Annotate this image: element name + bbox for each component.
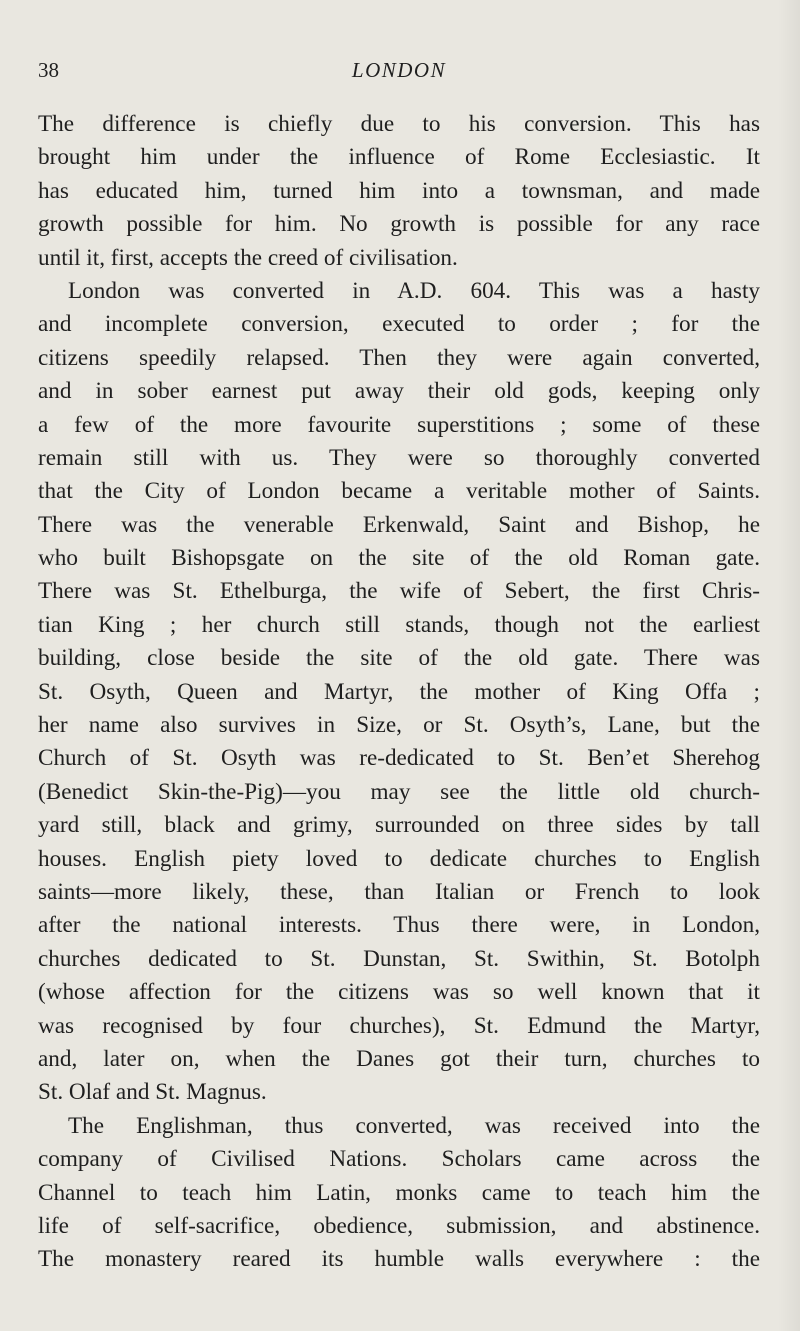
text-line: The monastery reared its humble walls everywhere : the: [38, 1246, 760, 1273]
text-line: her name also survives in Size, or St. Osyth’s, Lane, but the: [38, 712, 760, 739]
body-text: [38, 108, 760, 1277]
text-line: Channel to teach him Latin, monks came to teach him the: [38, 1179, 760, 1206]
text-line: growth possible for him. No growth is possible for any race: [38, 211, 760, 238]
text-line: and incomplete conversion, executed to order ; for the: [38, 311, 760, 338]
text-line: There was St. Ethelburga, the wife of Sebert, the first Chris-: [38, 578, 760, 605]
text-line: company of Civilised Nations. Scholars came across the: [38, 1146, 760, 1173]
text-line: yard still, black and grimy, surrounded on three sides by tall: [38, 812, 760, 839]
text-line: after the national interests. Thus there were, in London,: [38, 912, 760, 939]
text-line: houses. English piety loved to dedicate churches to English: [38, 845, 760, 872]
text-line: building, close beside the site of the old gate. There was: [38, 645, 760, 672]
text-line: was recognised by four churches), St. Edmund the Martyr,: [38, 1012, 760, 1039]
text-line: remain still with us. They were so thoroughly converted: [38, 444, 760, 471]
text-line: and, later on, when the Danes got their turn, churches to: [38, 1045, 760, 1072]
text-line: tian King ; her church still stands, though not the earliest: [38, 611, 760, 638]
page-edge-shadow: [778, 0, 800, 1331]
text-line: churches dedicated to St. Dunstan, St. Swithin, St. Botolph: [38, 945, 760, 972]
text-line: that the City of London became a veritable mother of Saints.: [38, 478, 760, 505]
text-line: until it, first, accepts the creed of civilisation.: [38, 244, 458, 271]
text-line: saints—more likely, these, than Italian or French to look: [38, 878, 760, 905]
text-line: (Benedict Skin-the-Pig)—you may see the little old church-: [38, 778, 760, 805]
page-number: 38: [38, 58, 59, 82]
text-line: who built Bishopsgate on the site of the old Roman gate.: [38, 545, 760, 572]
running-title: LONDON: [351, 58, 447, 82]
text-line: The difference is chiefly due to his conversion. This has: [38, 111, 760, 137]
text-line: and in sober earnest put away their old gods, keeping only: [38, 378, 760, 405]
text-line: Church of St. Osyth was re-dedicated to St. Ben’et Sherehog: [38, 745, 760, 772]
text-line: London was converted in A.D. 604. This was a hasty: [68, 277, 760, 304]
text-line: St. Osyth, Queen and Martyr, the mother of King Offa ;: [38, 678, 760, 705]
text-line: brought him under the influence of Rome Ecclesiastic. It: [38, 144, 760, 171]
text-line: St. Olaf and St. Magnus.: [38, 1079, 267, 1106]
text-line: (whose affection for the citizens was so well known that it: [38, 979, 760, 1006]
text-line: citizens speedily relapsed. Then they were again converted,: [38, 344, 760, 371]
text-line: The Englishman, thus converted, was received into the: [68, 1112, 760, 1139]
text-line: There was the venerable Erkenwald, Saint and Bishop, he: [38, 511, 760, 538]
text-line: a few of the more favourite superstitions ; some of these: [38, 411, 760, 438]
text-line: has educated him, turned him into a townsman, and made: [38, 177, 760, 204]
text-line: life of self-sacrifice, obedience, submission, and abstinence.: [38, 1212, 760, 1239]
page-header: [38, 58, 760, 92]
